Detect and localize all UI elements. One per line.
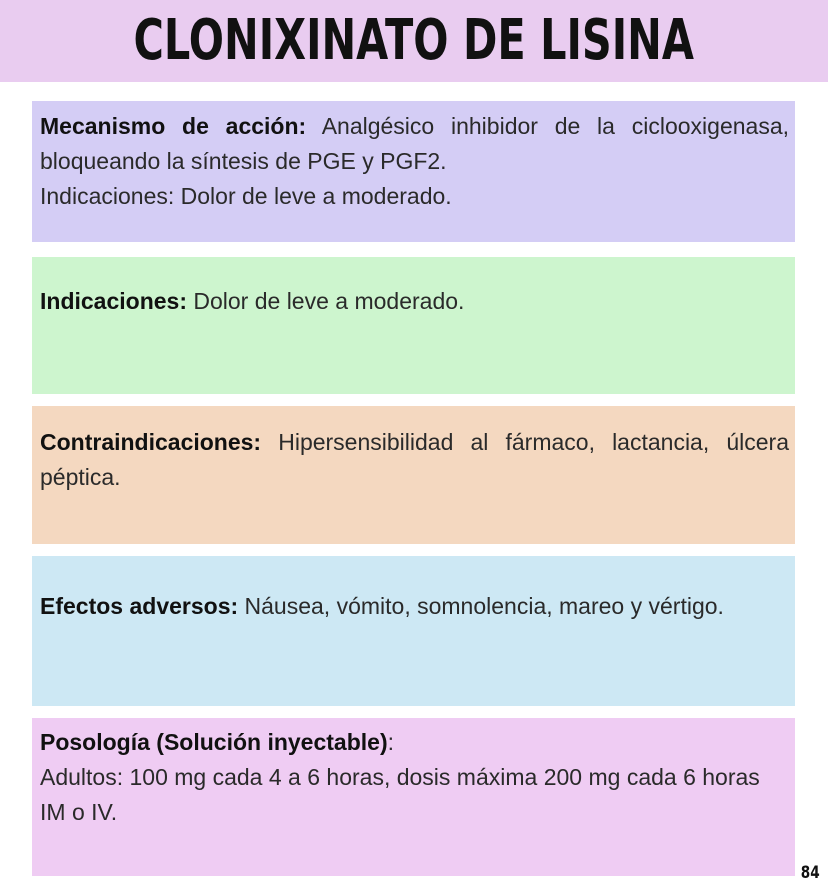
indicaciones-paragraph <box>40 284 789 319</box>
indicaciones-text: Dolor de leve a moderado. <box>186 288 465 314</box>
indicaciones-label: Indicaciones: <box>40 288 187 314</box>
section-indicaciones <box>32 257 795 394</box>
mecanismo-label: Mecanismo de acción: <box>40 113 307 139</box>
posologia-text: Adultos: 100 mg cada 4 a 6 horas, dosis máxima 200 mg cada 6 horas IM o IV. <box>40 764 760 825</box>
contraindicaciones-paragraph <box>40 425 789 495</box>
mecanismo-extra: Indicaciones: Dolor de leve a moderado. <box>40 183 452 209</box>
efectos-text: Náusea, vómito, somnolencia, mareo y vértigo. <box>238 593 724 619</box>
posologia-heading <box>40 725 789 760</box>
section-mecanismo <box>32 101 795 242</box>
contraindicaciones-label: Contraindicaciones: <box>40 429 262 455</box>
section-efectos-adversos <box>32 556 795 706</box>
page-number: 84 <box>801 863 820 883</box>
title-band <box>0 0 828 82</box>
mecanismo-paragraph <box>40 109 789 179</box>
contraindicaciones-text: Hipersensibilidad al fármaco, lactancia, úlcera péptica. <box>40 429 789 490</box>
mecanismo-text: Analgésico inhibidor de la ciclooxigenasa, bloqueando la síntesis de PGE y PGF2. <box>40 113 789 174</box>
efectos-paragraph <box>40 589 789 624</box>
section-posologia <box>32 718 795 876</box>
page-title: CLONIXINATO DE LISINA <box>133 8 695 73</box>
efectos-label: Efectos adversos: <box>40 593 239 619</box>
posologia-colon: : <box>387 729 394 755</box>
posologia-label: Posología (Solución inyectable) <box>40 729 388 755</box>
section-contraindicaciones <box>32 406 795 544</box>
